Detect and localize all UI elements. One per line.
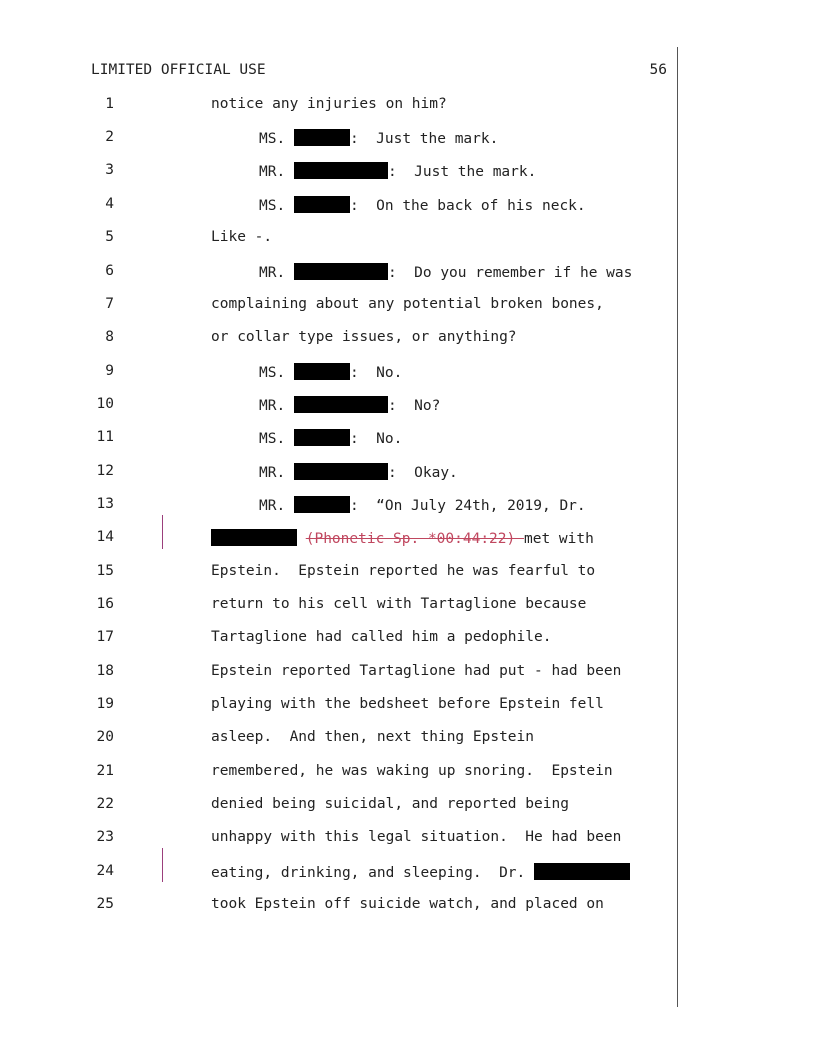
speaker-line [259,196,586,214]
speaker-line [259,396,440,414]
line-number: 22 [96,796,114,812]
transcript-line [0,229,816,253]
speaker-line [259,129,498,147]
line-number: 3 [105,162,114,178]
line-number: 4 [105,196,114,212]
speaker-line [259,496,586,514]
redaction-box [294,496,350,513]
speaker-line [259,162,536,180]
speaker-title: MR. [259,164,286,180]
line-text: took Epstein off suicide watch, and placed on [211,896,604,912]
transcript-line [0,729,816,753]
speaker-title: MR. [259,265,286,281]
line-text: asleep. And then, next thing Epstein [211,729,535,745]
transcript-line [0,296,816,320]
transcript-line [0,896,816,920]
redaction-box [294,396,388,413]
line-text: or collar type issues, or anything? [211,329,517,345]
line-text: : No. [349,431,403,447]
line-number: 2 [105,129,114,145]
transcript-line [0,463,816,487]
line-text: Epstein. Epstein reported he was fearful to [211,563,596,579]
line-text: : Just the mark. [387,164,537,180]
line-text: : “On July 24th, 2019, Dr. [349,498,586,514]
line-number: 16 [96,596,114,612]
transcript-line [0,629,816,653]
line-number: 14 [96,529,114,545]
struck-phonetic-note: (Phonetic Sp. *00:44:22) [305,531,524,547]
transcript-line [0,96,816,120]
transcript-line [0,763,816,787]
line-number: 5 [105,229,114,245]
transcript-line [0,529,816,553]
page-number: 56 [649,62,667,78]
line-text: playing with the bedsheet before Epstein fell [211,696,604,712]
redaction-box [294,129,350,146]
line-number: 12 [96,463,114,479]
transcript-line [0,663,816,687]
redaction-box [294,162,388,179]
line-text: met with [523,531,594,547]
transcript-line [0,563,816,587]
speaker-line [259,429,402,447]
line-text: : On the back of his neck. [349,198,586,214]
transcript-line [0,496,816,520]
transcript-line [0,596,816,620]
line-text-with-redaction [211,863,630,881]
line-text: notice any injuries on him? [211,96,447,112]
speaker-title: MR. [259,398,286,414]
transcript-line [0,696,816,720]
line-text: denied being suicidal, and reported being [211,796,569,812]
line-number: 21 [96,763,114,779]
line-number: 25 [96,896,114,912]
line-number: 13 [96,496,114,512]
speaker-title: MS. [259,365,286,381]
transcript-line [0,329,816,353]
line-text: complaining about any potential broken bones, [211,296,604,312]
line-text: Epstein reported Tartaglione had put - had been [211,663,622,679]
line-text: eating, drinking, and sleeping. Dr. [211,865,535,881]
line-number: 18 [96,663,114,679]
redaction-box [211,529,297,546]
line-text: : Just the mark. [349,131,499,147]
line-text: remembered, he was waking up snoring. Epstein [211,763,613,779]
speaker-line [259,263,632,281]
speaker-title: MS. [259,131,286,147]
line-text: : No. [349,365,403,381]
line-number: 7 [105,296,114,312]
speaker-title: MS. [259,198,286,214]
transcript-line [0,796,816,820]
transcript-line [0,829,816,853]
redaction-box [294,363,350,380]
speaker-line [259,363,402,381]
line-number: 11 [96,429,114,445]
line-text: return to his cell with Tartaglione because [211,596,587,612]
classification-header: LIMITED OFFICIAL USE [91,62,266,78]
line-number: 10 [96,396,114,412]
transcript-line [0,396,816,420]
line-text: : No? [387,398,441,414]
line-text: : Do you remember if he was [387,265,633,281]
redaction-box [294,463,388,480]
line-text: : Okay. [387,465,458,481]
speaker-line [259,463,458,481]
line-number: 15 [96,563,114,579]
line-text: Tartaglione had called him a pedophile. [211,629,552,645]
line-number: 20 [96,729,114,745]
redaction-box [294,429,350,446]
transcript-line [0,263,816,287]
transcript-line [0,196,816,220]
transcript-line [0,863,816,887]
redaction-box [534,863,630,880]
speaker-title: MR. [259,498,286,514]
line-text: unhappy with this legal situation. He had been [211,829,622,845]
line-text-with-edit [211,529,594,547]
transcript-line [0,162,816,186]
line-number: 19 [96,696,114,712]
line-number: 8 [105,329,114,345]
line-text: Like -. [211,229,273,245]
line-number: 23 [96,829,114,845]
speaker-title: MR. [259,465,286,481]
line-number: 24 [96,863,114,879]
line-number: 1 [105,96,114,112]
redaction-box [294,196,350,213]
redaction-box [294,263,388,280]
line-number: 6 [105,263,114,279]
transcript-line [0,363,816,387]
line-number: 9 [105,363,114,379]
transcript-line [0,129,816,153]
transcript-line [0,429,816,453]
speaker-title: MS. [259,431,286,447]
line-number: 17 [96,629,114,645]
